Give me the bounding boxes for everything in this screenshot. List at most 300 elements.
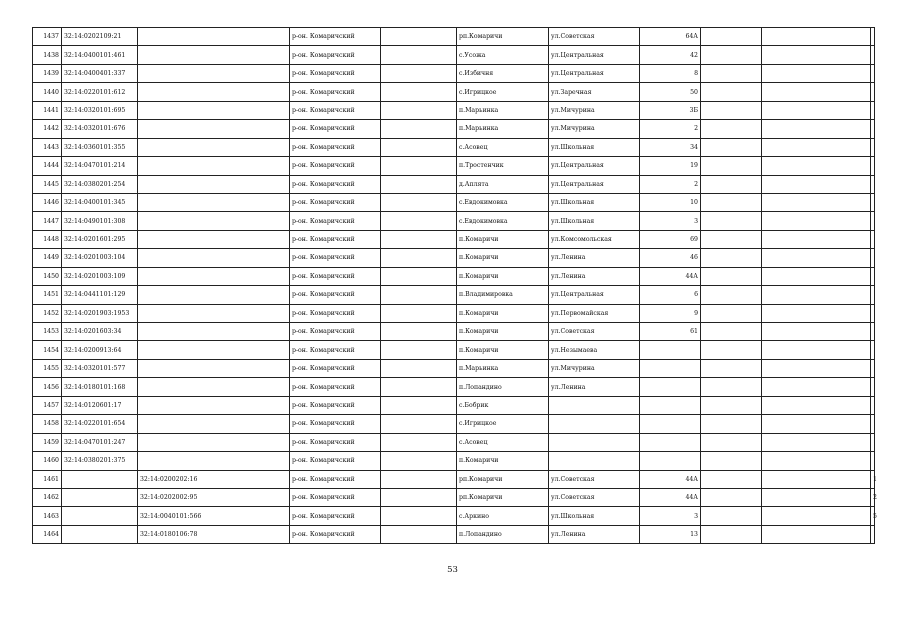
table-row [33, 323, 875, 341]
table-row [33, 507, 875, 525]
table-cell: 69 [640, 230, 701, 248]
table-cell [871, 249, 875, 267]
table-cell: 44А [640, 267, 701, 285]
table-row [33, 488, 875, 506]
table-cell: 1437 [33, 28, 62, 46]
table-cell: п.Лопандино [457, 378, 549, 396]
table-cell: ул.Центральная [549, 64, 640, 82]
table-cell [871, 138, 875, 156]
table-cell [381, 415, 457, 433]
table-cell: ул.Школьная [549, 193, 640, 211]
table-cell: р-он. Комаричский [290, 525, 381, 543]
table-cell [701, 101, 762, 119]
table-cell [762, 101, 871, 119]
table-cell: 1453 [33, 323, 62, 341]
table-cell: 1445 [33, 175, 62, 193]
table-cell [640, 341, 701, 359]
table-row [33, 83, 875, 101]
table-cell: 44А [640, 488, 701, 506]
table-cell: р-он. Комаричский [290, 359, 381, 377]
table-cell: 1447 [33, 212, 62, 230]
table-cell: 1454 [33, 341, 62, 359]
table-cell: р-он. Комаричский [290, 175, 381, 193]
table-cell: ул.Мичурина [549, 120, 640, 138]
table-cell: п.Комаричи [457, 323, 549, 341]
table-cell: 32:14:0320101:695 [62, 101, 138, 119]
table-cell: 32:14:0201903:1953 [62, 304, 138, 322]
table-cell: 32:14:0400101:461 [62, 46, 138, 64]
table-cell [871, 378, 875, 396]
table-cell [640, 415, 701, 433]
table-cell: ул.Ленина [549, 378, 640, 396]
table-cell: ул.Центральная [549, 157, 640, 175]
table-row [33, 175, 875, 193]
table-cell [138, 323, 290, 341]
table-cell [871, 286, 875, 304]
table-cell [762, 359, 871, 377]
table-cell [701, 83, 762, 101]
page-number: 53 [447, 565, 458, 575]
table-cell [381, 28, 457, 46]
table-cell: р-он. Комаричский [290, 120, 381, 138]
table-cell: 1462 [33, 488, 62, 506]
table-cell: 32:14:0360101:355 [62, 138, 138, 156]
table-cell: 32:14:0202109:21 [62, 28, 138, 46]
table-cell: 2 [640, 120, 701, 138]
table-cell [701, 488, 762, 506]
table-cell [381, 341, 457, 359]
table-cell: 1442 [33, 120, 62, 138]
table-row [33, 304, 875, 322]
table-cell: 32:14:0400401:337 [62, 64, 138, 82]
table-cell [381, 359, 457, 377]
table-cell [138, 46, 290, 64]
table-cell: 32:14:0180101:168 [62, 378, 138, 396]
table-cell: 8 [640, 64, 701, 82]
table-cell [138, 249, 290, 267]
table-cell [701, 378, 762, 396]
table-cell [640, 378, 701, 396]
table-cell: д.Аплята [457, 175, 549, 193]
table-cell: п.Владимировка [457, 286, 549, 304]
table-row [33, 378, 875, 396]
table-cell [62, 470, 138, 488]
table-cell: ул.Заречная [549, 83, 640, 101]
table-cell: 32:14:0220101:612 [62, 83, 138, 101]
table-cell: 2 [640, 175, 701, 193]
table-cell [381, 157, 457, 175]
table-cell [762, 341, 871, 359]
table-cell [762, 120, 871, 138]
table-cell [138, 83, 290, 101]
table-cell [381, 101, 457, 119]
table-cell [701, 286, 762, 304]
table-cell [701, 64, 762, 82]
table-cell [762, 28, 871, 46]
table-cell [762, 415, 871, 433]
table-cell: р-он. Комаричский [290, 193, 381, 211]
table-cell: р-он. Комаричский [290, 64, 381, 82]
table-cell [762, 230, 871, 248]
table-cell [640, 452, 701, 470]
table-cell: рп.Комаричи [457, 470, 549, 488]
table-cell: 1455 [33, 359, 62, 377]
table-cell: 46 [640, 249, 701, 267]
table-cell [138, 396, 290, 414]
table-cell: 32:14:0180106:78 [138, 525, 290, 543]
table-cell: 32:14:0400101:345 [62, 193, 138, 211]
table-cell [549, 415, 640, 433]
table-cell: р-он. Комаричский [290, 452, 381, 470]
table-cell [701, 230, 762, 248]
table-cell [701, 470, 762, 488]
table-cell [138, 64, 290, 82]
table-cell [138, 267, 290, 285]
table-cell: р-он. Комаричский [290, 157, 381, 175]
table-cell: ул.Центральная [549, 175, 640, 193]
table-cell [62, 525, 138, 543]
table-cell: 1457 [33, 396, 62, 414]
table-cell [871, 101, 875, 119]
table-cell: 3 [640, 507, 701, 525]
table-cell [381, 267, 457, 285]
table-cell: ул.Советская [549, 28, 640, 46]
table-row [33, 46, 875, 64]
table-cell: ул.Советская [549, 323, 640, 341]
table-cell [138, 193, 290, 211]
table-cell: 32:14:0202002:95 [138, 488, 290, 506]
table-row [33, 267, 875, 285]
table-cell: р-он. Комаричский [290, 83, 381, 101]
table-cell: 1450 [33, 267, 62, 285]
table-cell: 1458 [33, 415, 62, 433]
table-cell [381, 452, 457, 470]
table-cell: п.Комаричи [457, 341, 549, 359]
table-cell: ул.Мичурина [549, 101, 640, 119]
table-cell [381, 120, 457, 138]
table-cell [871, 212, 875, 230]
table-cell: 42 [640, 46, 701, 64]
table-cell [62, 507, 138, 525]
table-cell: 32:14:0201603:34 [62, 323, 138, 341]
table-cell [701, 323, 762, 341]
table-cell [762, 46, 871, 64]
table-cell: ул.Комсомольская [549, 230, 640, 248]
table-cell [762, 433, 871, 451]
table-cell [871, 267, 875, 285]
table-cell [138, 28, 290, 46]
table-cell [762, 138, 871, 156]
table-cell: ул.Ленина [549, 525, 640, 543]
register-table [32, 27, 875, 544]
table-cell: р-он. Комаричский [290, 249, 381, 267]
table-cell [138, 212, 290, 230]
table-body [33, 28, 875, 544]
table-cell: 6 [640, 286, 701, 304]
table-cell [381, 249, 457, 267]
table-cell: ул.Первомайская [549, 304, 640, 322]
table-cell: 32:14:0201003:104 [62, 249, 138, 267]
table-cell [138, 157, 290, 175]
table-cell: 32:14:0380201:254 [62, 175, 138, 193]
table-cell [138, 286, 290, 304]
table-cell: 13 [640, 525, 701, 543]
table-cell: р-он. Комаричский [290, 507, 381, 525]
table-cell [762, 507, 871, 525]
table-cell: ул.Центральная [549, 286, 640, 304]
table-row [33, 28, 875, 46]
table-cell: р-он. Комаричский [290, 304, 381, 322]
table-cell [762, 249, 871, 267]
table-cell [701, 249, 762, 267]
table-cell [138, 120, 290, 138]
table-cell: 32:14:0380201:375 [62, 452, 138, 470]
table-cell [701, 120, 762, 138]
table-row [33, 64, 875, 82]
table-cell: 32:14:0201601:295 [62, 230, 138, 248]
table-row [33, 452, 875, 470]
table-cell: 1463 [33, 507, 62, 525]
table-cell: 1460 [33, 452, 62, 470]
table-cell [871, 175, 875, 193]
table-cell: 19 [640, 157, 701, 175]
table-cell [701, 212, 762, 230]
table-row [33, 415, 875, 433]
table-cell: р-он. Комаричский [290, 101, 381, 119]
table-cell: ул.Мичурина [549, 359, 640, 377]
table-cell: р-он. Комаричский [290, 378, 381, 396]
table-cell [762, 323, 871, 341]
table-row [33, 157, 875, 175]
table-row [33, 525, 875, 543]
table-cell [138, 101, 290, 119]
table-cell [138, 230, 290, 248]
table-cell: с.Евдокимовка [457, 212, 549, 230]
table-cell [701, 341, 762, 359]
table-cell [871, 304, 875, 322]
table-cell [138, 415, 290, 433]
table-row [33, 120, 875, 138]
table-row [33, 396, 875, 414]
table-cell [381, 304, 457, 322]
table-cell [381, 396, 457, 414]
table-cell [871, 64, 875, 82]
table-cell: 9 [640, 304, 701, 322]
table-cell [871, 452, 875, 470]
table-cell [549, 433, 640, 451]
table-cell [701, 507, 762, 525]
table-cell [640, 396, 701, 414]
table-cell: с.Усожа [457, 46, 549, 64]
table-cell: 32:14:0200913:64 [62, 341, 138, 359]
table-cell [701, 525, 762, 543]
table-cell [549, 452, 640, 470]
table-cell: п.Комаричи [457, 267, 549, 285]
table-cell [871, 525, 875, 543]
table-row [33, 101, 875, 119]
table-cell: р-он. Комаричский [290, 46, 381, 64]
table-cell: 1456 [33, 378, 62, 396]
table-row [33, 193, 875, 211]
table-cell [381, 378, 457, 396]
table-cell: 44А [640, 470, 701, 488]
table-row [33, 138, 875, 156]
table-cell [701, 304, 762, 322]
table-cell: п.Комаричи [457, 452, 549, 470]
table-cell: 32:14:0320101:577 [62, 359, 138, 377]
table-cell: р-он. Комаричский [290, 415, 381, 433]
table-cell: р-он. Комаричский [290, 470, 381, 488]
table-cell: ул.Школьная [549, 507, 640, 525]
table-cell [762, 157, 871, 175]
table-cell: ул.Центральная [549, 46, 640, 64]
table-cell: п.Марьинка [457, 359, 549, 377]
table-cell [871, 28, 875, 46]
table-cell [701, 175, 762, 193]
table-cell [871, 83, 875, 101]
table-cell [381, 83, 457, 101]
table-cell: р-он. Комаричский [290, 230, 381, 248]
table-cell [381, 46, 457, 64]
table-cell: с.Евдокимовка [457, 193, 549, 211]
table-cell: 1449 [33, 249, 62, 267]
table-cell: 32:14:0220101:654 [62, 415, 138, 433]
table-cell [871, 193, 875, 211]
table-row [33, 249, 875, 267]
table-row [33, 230, 875, 248]
table-cell [762, 470, 871, 488]
table-cell [871, 323, 875, 341]
table-cell: 64А [640, 28, 701, 46]
table-cell: 1446 [33, 193, 62, 211]
table-cell [701, 138, 762, 156]
table-cell: р-он. Комаричский [290, 28, 381, 46]
table-cell [701, 267, 762, 285]
table-cell: р-он. Комаричский [290, 341, 381, 359]
table-cell: 1459 [33, 433, 62, 451]
table-cell [701, 415, 762, 433]
table-cell [871, 433, 875, 451]
table-cell: 32:14:0490101:308 [62, 212, 138, 230]
table-cell: п.Лопандино [457, 525, 549, 543]
table-cell: р-он. Комаричский [290, 138, 381, 156]
table-cell [640, 359, 701, 377]
table-row [33, 470, 875, 488]
table-cell: рп.Комаричи [457, 28, 549, 46]
table-cell [871, 415, 875, 433]
table-cell [138, 452, 290, 470]
table-row [33, 433, 875, 451]
table-cell [762, 267, 871, 285]
table-cell: ул.Школьная [549, 138, 640, 156]
table-cell: с.Аркино [457, 507, 549, 525]
table-cell: 1440 [33, 83, 62, 101]
table-cell: 1438 [33, 46, 62, 64]
table-cell: с.Бобрик [457, 396, 549, 414]
table-cell [701, 359, 762, 377]
table-cell [762, 212, 871, 230]
table-cell: 1443 [33, 138, 62, 156]
table-cell [62, 488, 138, 506]
table-cell: р-он. Комаричский [290, 433, 381, 451]
table-cell: ул.Ленина [549, 249, 640, 267]
table-cell [762, 488, 871, 506]
table-cell: с.Игрицкое [457, 83, 549, 101]
table-cell [381, 286, 457, 304]
table-row [33, 212, 875, 230]
table-cell [762, 286, 871, 304]
table-cell [138, 378, 290, 396]
table-cell: р-он. Комаричский [290, 488, 381, 506]
table-cell: 3 [640, 212, 701, 230]
table-cell: рп.Комаричи [457, 488, 549, 506]
table-cell: с.Асовец [457, 433, 549, 451]
table-cell [701, 28, 762, 46]
table-cell: 1452 [33, 304, 62, 322]
table-cell [381, 525, 457, 543]
table-cell [701, 452, 762, 470]
table-cell [871, 396, 875, 414]
table-cell [701, 193, 762, 211]
table-cell [381, 433, 457, 451]
table-row [33, 341, 875, 359]
table-cell: с.Игрицкое [457, 415, 549, 433]
table-cell [138, 175, 290, 193]
table-cell: ул.Ленина [549, 267, 640, 285]
table-cell [138, 341, 290, 359]
table-cell [381, 488, 457, 506]
table-cell [871, 120, 875, 138]
table-cell [762, 83, 871, 101]
table-cell [762, 193, 871, 211]
table-cell: ул.Незымаева [549, 341, 640, 359]
table-cell [381, 138, 457, 156]
table-cell [701, 433, 762, 451]
table-cell: ул.Советская [549, 488, 640, 506]
table-cell [701, 157, 762, 175]
table-cell [762, 525, 871, 543]
table-cell [381, 470, 457, 488]
table-cell [640, 433, 701, 451]
table-cell [762, 175, 871, 193]
table-cell [871, 230, 875, 248]
table-cell: 1451 [33, 286, 62, 304]
table-cell: с.Избичня [457, 64, 549, 82]
table-cell: р-он. Комаричский [290, 267, 381, 285]
table-cell: 5 [871, 507, 875, 525]
table-cell [381, 64, 457, 82]
table-cell: 32:14:0201003:109 [62, 267, 138, 285]
table-cell [762, 396, 871, 414]
table-cell: с.Асовец [457, 138, 549, 156]
table-cell: р-он. Комаричский [290, 396, 381, 414]
table-cell: 2 [871, 488, 875, 506]
table-cell [762, 378, 871, 396]
table-cell [762, 304, 871, 322]
table-cell [381, 507, 457, 525]
table-cell: 32:14:0470101:214 [62, 157, 138, 175]
table-cell: 10 [640, 193, 701, 211]
table-cell: 32:14:0120601:17 [62, 396, 138, 414]
table-cell [762, 64, 871, 82]
table-cell: 1464 [33, 525, 62, 543]
table-cell: ул.Советская [549, 470, 640, 488]
table-cell [701, 46, 762, 64]
table-cell: 1448 [33, 230, 62, 248]
table-cell: 32:14:0441101:129 [62, 286, 138, 304]
table-cell: 34 [640, 138, 701, 156]
table-cell: р-он. Комаричский [290, 323, 381, 341]
